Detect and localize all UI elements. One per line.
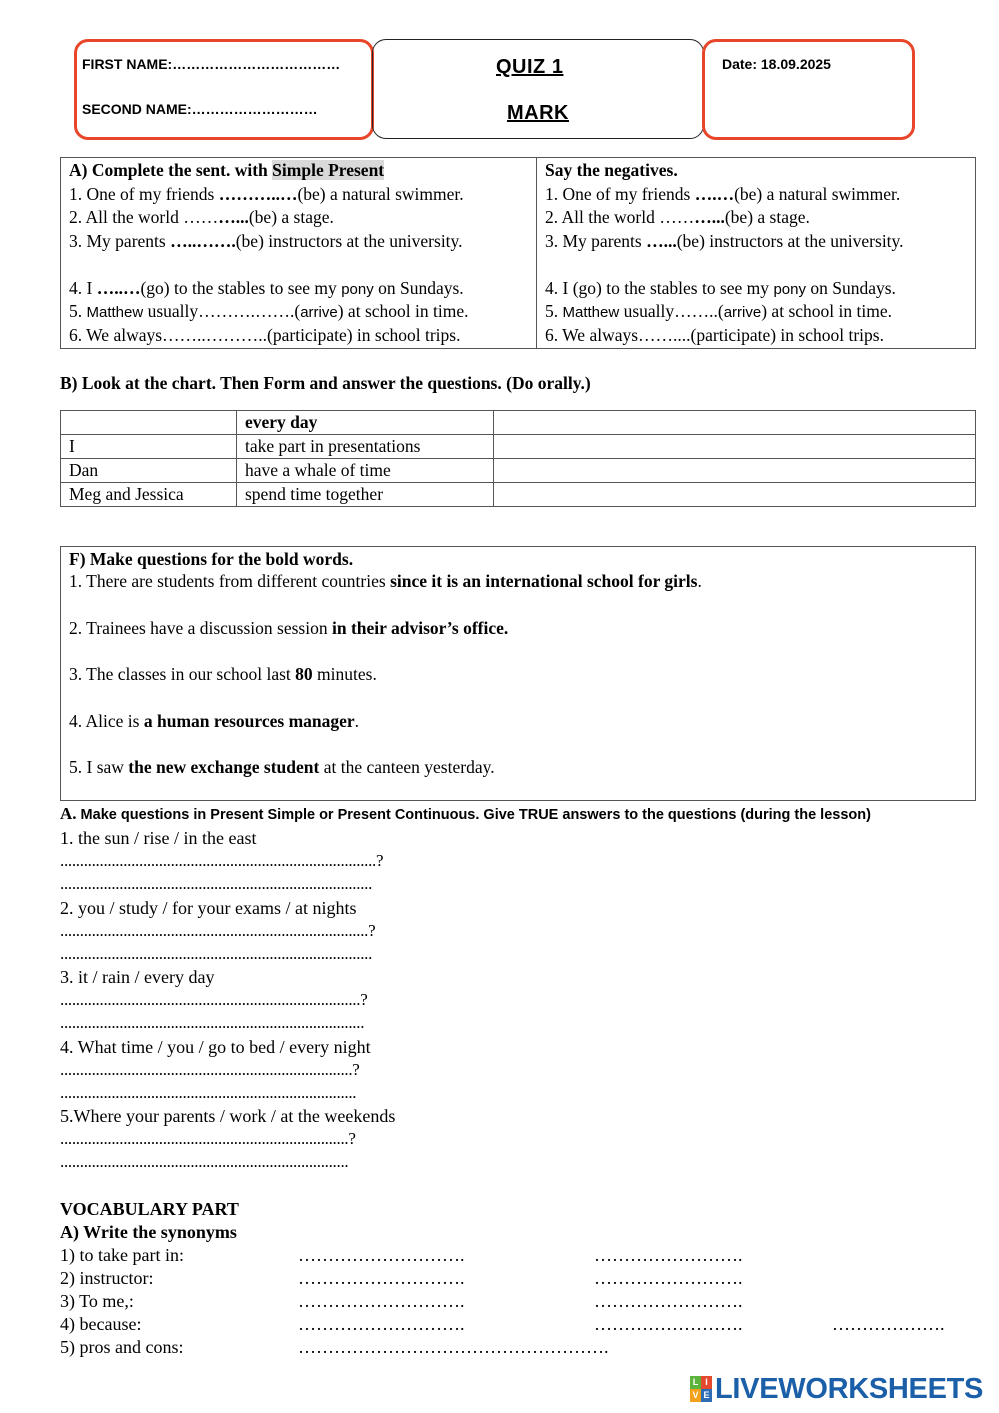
question-line[interactable]: ................................................................................? bbox=[60, 851, 384, 870]
left-sentence-4: 4. I …..…(go) to the stables to see my pony on Sundays. bbox=[69, 277, 464, 298]
vocab-blank[interactable]: ………………………. bbox=[298, 1268, 465, 1288]
section-f-heading: F) Make questions for the bold words. bbox=[69, 549, 354, 569]
exercise-prompt-2: 2. you / study / for your exams / at nights bbox=[60, 898, 357, 918]
answer-line[interactable]: ............................................................................. bbox=[60, 1013, 365, 1032]
vocab-label: 3) To me,: bbox=[60, 1291, 134, 1311]
vocab-label: 4) because: bbox=[60, 1314, 142, 1334]
left-sentence-6: 6. We always……..………..(participate) in school trips. bbox=[69, 324, 461, 345]
chart-who: Dan bbox=[61, 459, 237, 483]
vocab-blank[interactable]: ……………………. bbox=[594, 1268, 743, 1288]
right-sentence-5: 5. Matthew usually……..(arrive) at school in time. bbox=[545, 301, 892, 321]
negatives-heading: Say the negatives. bbox=[545, 160, 678, 180]
section-a-left bbox=[61, 158, 537, 349]
present-tense-heading: A. Make questions in Present Simple or Present Continuous. Give TRUE answers to the questions (during the lesson) bbox=[60, 804, 871, 823]
answer-line[interactable]: ............................................................................... bbox=[60, 944, 373, 963]
question-3: 3. The classes in our school last 80 minutes. bbox=[69, 664, 377, 684]
first-name-field[interactable]: FIRST NAME:……………………………… bbox=[82, 56, 341, 72]
right-sentence-1: 1. One of my friends ….…(be) a natural swimmer. bbox=[545, 183, 901, 204]
right-sentence-3: 3. My parents …...(be) instructors at the university. bbox=[545, 230, 904, 251]
left-sentence-5: 5. Matthew usually……….…….(arrive) at school in time. bbox=[69, 301, 469, 321]
question-line[interactable]: ............................................................................? bbox=[60, 990, 368, 1009]
chart-who: I bbox=[61, 435, 237, 459]
question-2: 2. Trainees have a discussion session in their advisor’s office. bbox=[69, 618, 509, 638]
left-sentence-2: 2. All the world ………...(be) a stage. bbox=[69, 207, 334, 227]
answer-line[interactable]: ......................................................................... bbox=[60, 1152, 349, 1171]
date-text: Date: 18.09.2025 bbox=[722, 56, 831, 72]
right-sentence-4: 4. I (go) to the stables to see my pony on Sundays. bbox=[545, 277, 896, 298]
chart-empty-cell bbox=[61, 411, 237, 435]
section-a-right bbox=[537, 158, 976, 349]
vocab-blank[interactable]: ………………………. bbox=[298, 1314, 465, 1334]
question-4: 4. Alice is a human resources manager. bbox=[69, 711, 360, 731]
section-f-box bbox=[60, 546, 976, 801]
logo-text: LIVEWORKSHEETS bbox=[715, 1372, 984, 1405]
right-sentence-6: 6. We always……....(participate) in school trips. bbox=[545, 324, 884, 345]
logo-mark-icon: L I V E bbox=[690, 1376, 712, 1402]
chart-what: spend time together bbox=[237, 483, 494, 507]
answer-line[interactable]: ........................................................................... bbox=[60, 1083, 357, 1102]
section-a-table bbox=[60, 157, 976, 349]
chart-answer-cell[interactable] bbox=[494, 411, 976, 435]
second-name-field[interactable]: SECOND NAME:……………………… bbox=[82, 101, 318, 117]
left-sentence-3: 3. My parents …..…….(be) instructors at the university. bbox=[69, 230, 463, 251]
question-1: 1. There are students from different countries since it is an international school for girls. bbox=[69, 571, 702, 591]
exercise-prompt-4: 4. What time / you / go to bed / every night bbox=[60, 1037, 371, 1057]
exercise-prompt-3: 3. it / rain / every day bbox=[60, 967, 215, 987]
right-sentence-2: 2. All the world ………...(be) a stage. bbox=[545, 207, 810, 227]
chart-answer-cell[interactable] bbox=[494, 435, 976, 459]
question-line[interactable]: ..............................................................................? bbox=[60, 921, 376, 940]
vocabulary-title: VOCABULARY PART bbox=[60, 1199, 239, 1219]
chart-header-every-day: every day bbox=[237, 411, 494, 435]
question-5: 5. I saw the new exchange student at the canteen yesterday. bbox=[69, 757, 495, 777]
exercise-prompt-5: 5.Where your parents / work / at the weekends bbox=[60, 1106, 396, 1126]
chart-who: Meg and Jessica bbox=[61, 483, 237, 507]
question-line[interactable]: .........................................................................? bbox=[60, 1129, 356, 1148]
section-a-heading: A) Complete the sent. with Simple Present bbox=[69, 160, 385, 180]
quiz-title: QUIZ 1 bbox=[496, 56, 564, 78]
vocab-label: 2) instructor: bbox=[60, 1268, 154, 1288]
chart-what: have a whale of time bbox=[237, 459, 494, 483]
vocab-blank[interactable]: ……………………. bbox=[594, 1245, 743, 1265]
vocab-blank[interactable]: ………………………. bbox=[298, 1291, 465, 1311]
vocab-blank[interactable]: ……………………………………………. bbox=[298, 1337, 609, 1357]
mark-label: MARK bbox=[507, 102, 569, 124]
liveworksheets-logo[interactable] bbox=[690, 1374, 983, 1404]
answer-line[interactable]: ............................................................................... bbox=[60, 874, 373, 893]
vocab-blank[interactable]: ………………………. bbox=[298, 1245, 465, 1265]
name-box bbox=[74, 39, 374, 140]
exercise-prompt-1: 1. the sun / rise / in the east bbox=[60, 828, 257, 848]
question-line[interactable]: ..........................................................................? bbox=[60, 1060, 360, 1079]
vocab-label: 1) to take part in: bbox=[60, 1245, 184, 1265]
chart-what: take part in presentations bbox=[237, 435, 494, 459]
vocab-blank[interactable]: ……………………. bbox=[594, 1291, 743, 1311]
vocab-blank[interactable]: ………………. bbox=[832, 1314, 945, 1334]
vocab-blank[interactable]: ……………………. bbox=[594, 1314, 743, 1334]
section-b-heading: B) Look at the chart. Then Form and answer the questions. (Do orally.) bbox=[60, 373, 591, 393]
vocab-label: 5) pros and cons: bbox=[60, 1337, 184, 1357]
left-sentence-1: 1. One of my friends ………..…(be) a natural swimmer. bbox=[69, 183, 464, 204]
chart-table bbox=[60, 410, 976, 507]
vocabulary-subtitle: A) Write the synonyms bbox=[60, 1222, 237, 1242]
date-box bbox=[702, 39, 915, 140]
chart-answer-cell[interactable] bbox=[494, 459, 976, 483]
chart-answer-cell[interactable] bbox=[494, 483, 976, 507]
